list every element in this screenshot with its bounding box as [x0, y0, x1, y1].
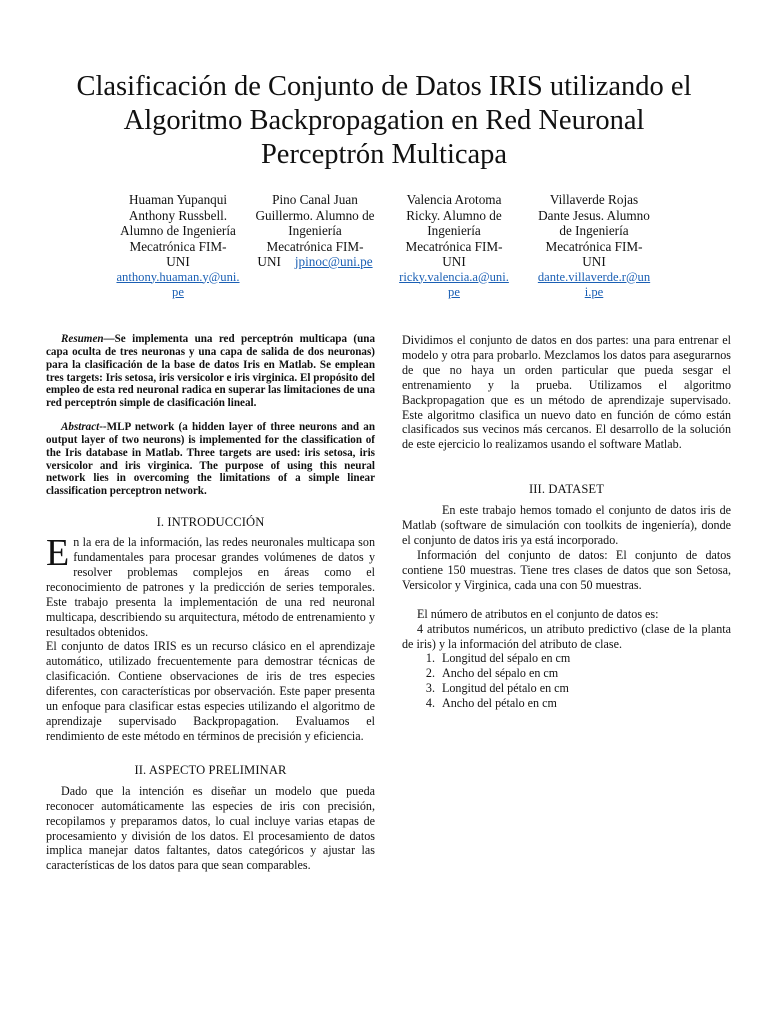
author-text: Mecatrónica FIM- [405, 238, 503, 254]
dataset-paragraph-3: El número de atributos en el conjunto de datos es: [417, 606, 659, 621]
author-text: Mecatrónica FIM- [129, 238, 227, 254]
author-email-link[interactable]: anthony.huaman.y@uni. [116, 269, 240, 284]
author-3 [384, 192, 524, 301]
author-text: Guillermo. Alumno de [255, 207, 375, 223]
dataset-paragraph-2: Información del conjunto de datos: El conjunto de datos contiene 150 muestras. Tiene tres clases de datos que son Setosa, Versicolor y Virginica, cada una con 50 muestras. [402, 547, 731, 592]
author-email-link[interactable]: jpinoc@uni.pe [294, 254, 373, 269]
author-text: Alumno de Ingeniería [120, 223, 236, 238]
author-text: Mecatrónica FIM- [545, 238, 643, 254]
author-1 [108, 192, 248, 301]
author-text: Ingeniería [427, 223, 481, 238]
attribute-list [402, 651, 731, 711]
title-line: Clasificación de Conjunto de Datos IRIS utilizando el [76, 71, 692, 102]
author-text: de Ingeniería [559, 223, 629, 238]
author-text-with-email [244, 254, 386, 270]
intro-paragraph-2: El conjunto de datos IRIS es un recurso clásico en el aprendizaje automático, utilizado frecuentemente para demostrar técnicas de clasificación. Contiene observaciones de iris de tres especies diferentes, con características por observación. Este paper presenta un enfoque para clasificar estas especies utilizando el algoritmo de aprendizaje supervisado Backpropagation. Evaluamos el rendimiento de este método en términos de precisión y eficiencia. [46, 639, 375, 743]
right-intro-paragraph: Dividimos el conjunto de datos en dos partes: una para entrenar el modelo y otra para probarlo. Mezclamos los datos para asegurarnos de que no haya un orden particular que pueda sesgar el entrenamiento y la prueba. Utilizamos el algoritmo Backpropagation que es un método de aprendizaje supervisado. Este algoritmo clasifica un nuevo dato en función de cómo están clasificados sus vecinos más cercanos. El desarrollo de la solución de este ejercicio lo realizamos usando el software Matlab. [402, 333, 731, 452]
dataset-paragraph-4: 4 atributos numéricos, un atributo predictivo (clase de la planta de iris) y la información del atributo de clase. [402, 621, 731, 651]
list-item: 4. Ancho del pétalo en cm [438, 696, 731, 711]
abstract-label: Abstract [61, 421, 100, 434]
title-line: Algoritmo Backpropagation en Red Neuronal [123, 105, 645, 136]
drop-cap: E [46, 532, 70, 575]
list-item: 3. Longitud del pétalo en cm [438, 681, 731, 696]
author-4 [524, 192, 664, 301]
author-text: Ingeniería [288, 223, 342, 238]
section-heading: I. INTRODUCCIÓN [156, 515, 265, 530]
paper-title [40, 70, 728, 172]
author-email-link[interactable]: pe [172, 285, 184, 299]
author-text: Valencia Arotoma [406, 192, 502, 207]
dataset-paragraph-1: En este trabajo hemos tomado el conjunto de datos iris de Matlab (software de simulación con toolkits de ingeniería), donde el conjunto de datos iris ya está incorporado. [402, 503, 731, 548]
author-email-link[interactable]: ricky.valencia.a@uni. [399, 269, 509, 284]
abstract-en [46, 421, 375, 498]
author-email-link[interactable]: dante.villaverde.r@un [537, 269, 651, 284]
preliminary-paragraph: Dado que la intención es diseñar un modelo que pueda reconocer automáticamente las especies de iris con precisión, recopilamos y preparamos datos, lo cual incluye varias etapas de procesamiento y división de los datos. El procesamiento de datos implica manejar datos faltantes, datos categóricos y ajustar las características de los datos para que sean comparables. [46, 783, 375, 873]
paragraph-text: n la era de la información, las redes neuronales multicapa son fundamentales para procesar grandes volúmenes de datos y resolver problemas complejos en áreas como el reconocimiento de patrones y la predicción de series temporales. Este trabajo presenta la implementación de una red neuronal multicapa, describiendo su arquitectura, método de entrenamiento y resultados obtenidos. [46, 535, 375, 639]
author-text: UNI [582, 254, 606, 269]
author-2 [244, 192, 386, 270]
author-text: Pino Canal Juan [272, 192, 358, 207]
abstract-es [46, 333, 375, 410]
section-heading: II. ASPECTO PRELIMINAR [134, 762, 287, 777]
author-text: Anthony Russbell. [128, 207, 228, 223]
list-item: 1. Longitud del sépalo en cm [438, 651, 731, 666]
right-column [402, 333, 731, 711]
author-text: Ricky. Alumno de [406, 207, 502, 223]
author-email-link[interactable]: i.pe [584, 285, 604, 299]
intro-paragraph-1 [46, 532, 375, 639]
author-text: Huaman Yupanqui [128, 192, 228, 207]
author-text: UNI [442, 254, 466, 269]
author-text: Villaverde Rojas [549, 192, 639, 207]
title-line: Perceptrón Multicapa [260, 139, 508, 170]
author-text: Mecatrónica FIM- [266, 238, 364, 254]
author-email-link[interactable]: pe [448, 285, 460, 299]
abstract-text: —Se implementa una red perceptrón multicapa (una capa oculta de tres neuronas y una capa de salida de dos neuronas) para la clasificación de la base de datos Iris en Matlab. Se emplean tres targets: Iris setosa, iris versicolor e iris virginica. El propósito del empleo de esta red neuronal radica en superar las limitaciones de una red perceptrón simple de clasificación lineal. [46, 333, 375, 410]
abstract-text: --MLP network (a hidden layer of three neurons and an output layer of two neurons) is implemented for the classification of the Iris database in Matlab. Three targets are used: iris setosa, iris versicolor and iris virginica. The purpose of using this neural network lies in overcoming the limitations of a simple linear classification perceptron network. [46, 421, 375, 498]
abstract-label: Resumen [61, 333, 104, 345]
author-text: UNI [257, 254, 281, 269]
section-heading: III. DATASET [528, 482, 605, 497]
list-item: 2. Ancho del sépalo en cm [438, 666, 731, 681]
author-text: Dante Jesus. Alumno [538, 207, 650, 223]
left-column [46, 333, 375, 873]
author-text: UNI [166, 254, 190, 269]
